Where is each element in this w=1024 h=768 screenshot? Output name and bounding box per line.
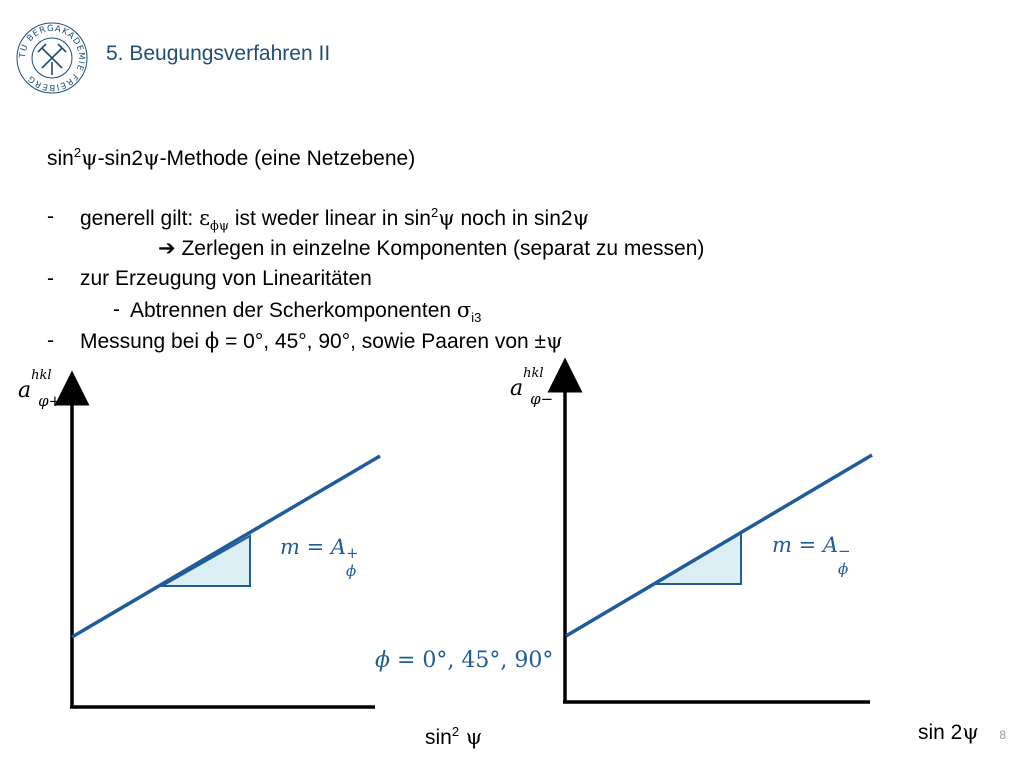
sub-bullet-shear: Abtrennen der Scherkomponenten $\sigma_{i3}$: [130, 298, 482, 326]
method-heading: $\sin^2\psi-\sin 2\psi$-Methode (eine Netzebene): [47, 145, 416, 170]
left-x-axis-label: $\sin^2 \psi$: [425, 724, 483, 749]
slide-title: 5. Beugungsverfahren II: [106, 42, 331, 65]
right-slope-label: m = A − ϕ: [772, 533, 851, 578]
bullet-measurement: Messung bei ϕ = 0°, 45°, 90°, sowie Paaren von ±ψ: [80, 329, 563, 353]
arrow-right-icon: ➔: [158, 237, 176, 260]
left-y-axis-label: a hkl $_{\varphi+}$: [18, 368, 62, 410]
page-number: 8: [999, 728, 1006, 742]
bullet-dash-2: -: [47, 267, 54, 290]
decomposition-line: ➔ Zerlegen in einzelne Komponenten (separat zu messen): [158, 237, 705, 260]
sub-bullet-dash: -: [113, 298, 120, 321]
right-y-axis-label: a hkl $_{\varphi-}$: [510, 366, 554, 408]
phi-angles-label: ϕ = 0°, 45°, 90°: [375, 648, 554, 673]
bullet-dash-1: -: [47, 205, 54, 228]
bullet-linearities: zur Erzeugung von Linearitäten: [80, 267, 372, 290]
logo-ring-text: TU BERGAKADEMIE FREIBERG: [17, 23, 87, 93]
left-slope-label: m = A + ϕ: [280, 535, 359, 580]
bullet-linearity: generell gilt: $\varepsilon_{\phi\psi}$ ist weder linear in $\sin^2\psi$ noch in sin2ψ: [80, 205, 590, 235]
right-x-axis-label: sin 2ψ: [918, 720, 979, 744]
bullet-dash-3: -: [47, 329, 54, 352]
left-slope-triangle: [162, 536, 250, 586]
